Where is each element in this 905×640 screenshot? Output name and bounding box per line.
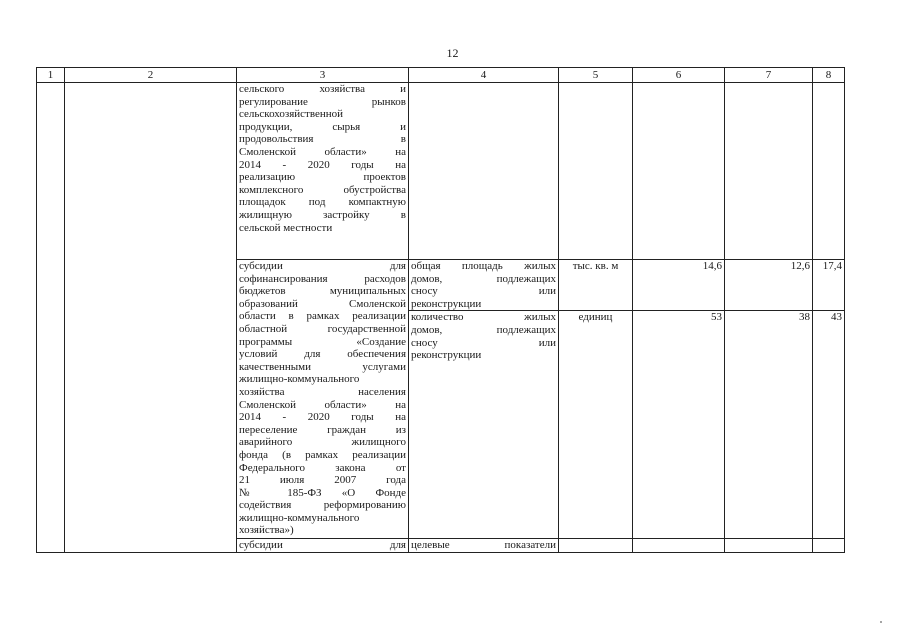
description-line: комплексного обустройства (239, 183, 406, 196)
value-cell: 12,6 (725, 260, 813, 311)
table-row (37, 83, 845, 260)
indicator-line: количество жилых (411, 311, 556, 324)
description-line: продовольствия в (239, 133, 406, 146)
header-col-8: 8 (813, 68, 845, 83)
description-line: образований Смоленской (239, 297, 406, 310)
header-col-4: 4 (409, 68, 559, 83)
unit-cell: единиц (559, 311, 633, 539)
header-col-1: 1 (37, 68, 65, 83)
description-line: переселение граждан из (239, 423, 406, 436)
indicator-line: общая площадь жилых (411, 260, 556, 272)
indicator-line: сносу или (411, 336, 556, 349)
cell-col-1 (37, 83, 65, 553)
description-line: площадок под компактную (239, 196, 406, 209)
description-line: жилищно-коммунального (239, 373, 360, 386)
description-line: Смоленской области» на (239, 145, 406, 158)
indicator-line: реконструкции (411, 349, 482, 362)
description-line: 2014 - 2020 годы на (239, 158, 406, 171)
description-line: хозяйства населения (239, 385, 406, 398)
description-line: содействия реформированию (239, 499, 406, 512)
value-cell (813, 539, 845, 553)
scan-speck (880, 621, 882, 623)
description-line: качественными услугами (239, 360, 406, 373)
description-line: реализацию проектов (239, 171, 406, 184)
description-line: программы «Создание (239, 335, 406, 348)
indicator-line: домов, подлежащих (411, 323, 556, 336)
header-col-6: 6 (633, 68, 725, 83)
value-cell: 14,6 (633, 260, 725, 311)
description-line: Смоленской области» на (239, 398, 406, 411)
description-line: хозяйства») (239, 524, 294, 537)
description-line: аварийного жилищного (239, 436, 406, 449)
indicator-cell (409, 83, 559, 260)
indicator-line: реконструкции (411, 297, 482, 310)
unit-cell (559, 539, 633, 553)
header-col-3: 3 (237, 68, 409, 83)
value-cell (633, 539, 725, 553)
header-col-7: 7 (725, 68, 813, 83)
indicator-line: домов, подлежащих (411, 272, 556, 285)
description-line: Федерального закона от (239, 461, 406, 474)
description-line: регулирование рынков (239, 95, 406, 108)
description-line: сельскохозяйственной (239, 108, 344, 121)
description-line: областной государственной (239, 322, 406, 335)
value-cell: 43 (813, 311, 845, 539)
description-line: 2014 - 2020 годы на (239, 411, 406, 424)
header-row (37, 68, 845, 83)
value-cell (633, 83, 725, 260)
value-cell: 38 (725, 311, 813, 539)
cell-col-2 (65, 83, 237, 553)
indicator-cell (409, 311, 559, 539)
description-line: сельской местности (239, 221, 333, 234)
description-cell (237, 260, 409, 539)
description-line: жилищную застройку в (239, 208, 406, 221)
header-col-2: 2 (65, 68, 237, 83)
description-line: жилищно-коммунального (239, 511, 360, 524)
indicators-table (36, 67, 845, 553)
description-line: условий для обеспечения (239, 348, 406, 361)
page-number: 12 (446, 46, 459, 60)
description-line: № 185-ФЗ «О Фонде (239, 486, 406, 499)
unit-cell: тыс. кв. м (559, 260, 633, 311)
indicator-line: сносу или (411, 285, 556, 298)
description-line: бюджетов муниципальных (239, 285, 406, 298)
value-cell: 53 (633, 311, 725, 539)
value-cell (813, 83, 845, 260)
indicator-cell (409, 260, 559, 311)
header-col-5: 5 (559, 68, 633, 83)
description-line: фонда (в рамках реализации (239, 448, 406, 461)
description-cell (237, 539, 409, 553)
indicator-cell (409, 539, 559, 553)
description-line: субсидии для (239, 539, 406, 552)
description-line: софинансирования расходов (239, 272, 406, 285)
indicator-line: целевые показатели (411, 539, 556, 552)
unit-cell (559, 83, 633, 260)
value-cell (725, 83, 813, 260)
value-cell (725, 539, 813, 553)
description-line: области в рамках реализации (239, 310, 406, 323)
description-line: продукции, сырья и (239, 120, 406, 133)
value-cell: 17,4 (813, 260, 845, 311)
description-line: сельского хозяйства и (239, 83, 406, 95)
description-line: 21 июля 2007 года (239, 474, 406, 487)
description-cell (237, 83, 409, 260)
description-line: субсидии для (239, 260, 406, 272)
